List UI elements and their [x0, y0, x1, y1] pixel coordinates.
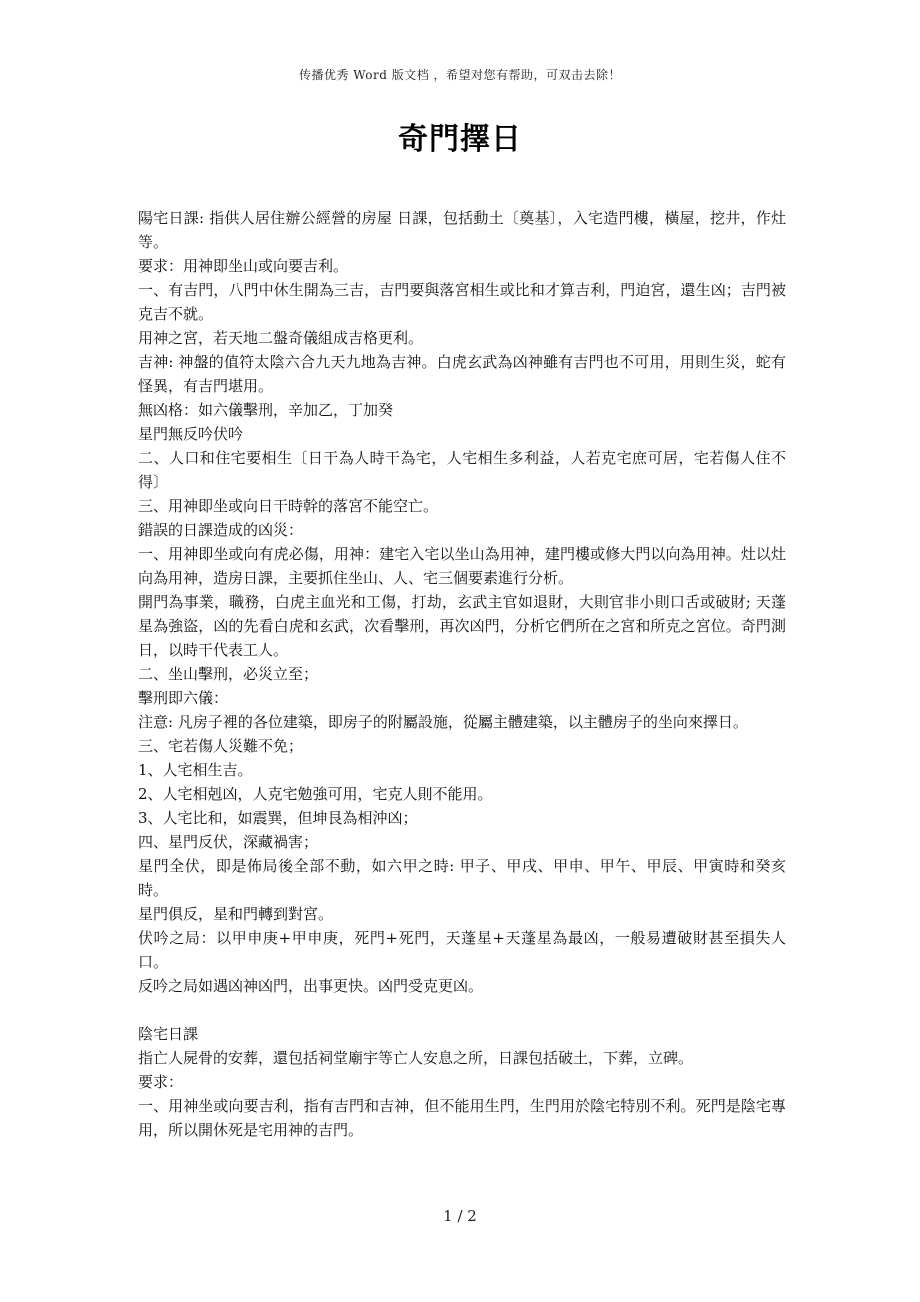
document-body [138, 206, 786, 1142]
paragraph: 吉神: 神盤的值符太陰六合九天九地為吉神。白虎玄武為凶神雖有吉門也不可用，用則生災，蛇有怪異，有吉門堪用。 [138, 353, 786, 395]
paragraph: 開門為事業，職務，白虎主血光和工傷，打劫，玄武主官如退財，大則官非小則口舌或破財; 天蓬星為強盜，凶的先看白虎和玄武，次看擊刑，再次凶門，分析它們所在之宮和所克之宮位。奇門測日，以時干代表工人。 [138, 593, 786, 659]
paragraph: 1、人宅相生吉。 [138, 761, 253, 779]
paragraph: 指亡人屍骨的安葬，還包括祠堂廟宇等亡人安息之所，日課包括破土，下葬，立碑。 [138, 1049, 694, 1067]
paragraph: 3、人宅比和，如震巽，但坤艮為相沖凶； [138, 809, 418, 827]
paragraph: 注意: 凡房子裡的各位建築，即房子的附屬設施，從屬主體建築，以主體房子的坐向來擇日。 [138, 713, 748, 731]
header-note: 传播优秀 Word 版文档 ，希望对您有帮助，可双击去除！ [298, 68, 622, 82]
paragraph: 反吟之局如遇凶神凶門，出事更快。凶門受克更凶。 [138, 977, 484, 995]
paragraph: 一、有吉門，八門中休生開為三吉，吉門要與落宮相生或比和才算吉利，門迫宮，還生凶；吉門被克吉不就。 [138, 281, 786, 323]
section-heading: 陰宅日課 [138, 1025, 199, 1043]
page-title: 奇門擇日 [398, 122, 522, 157]
paragraph: 三、用神即坐或向日干時幹的落宮不能空亡。 [138, 497, 439, 515]
paragraph: 要求： [138, 1073, 184, 1091]
paragraph: 陽宅日課: 指供人居住辦公經營的房屋 日課，包括動土〔奠基〕，入宅造門樓，橫屋，挖井，作灶等。 [138, 209, 786, 251]
paragraph: 要求：用神即坐山或向要吉利。 [138, 257, 349, 275]
paragraph: 二、人口和住宅要相生〔日干為人時干為宅，人宅相生多利益，人若克宅庶可居，宅若傷人住不得〕 [138, 449, 786, 491]
paragraph: 四、星門反伏，深藏禍害； [138, 833, 319, 851]
paragraph: 用神之宮，若天地二盤奇儀組成吉格更利。 [138, 329, 424, 347]
paragraph: 擊刑即六儀： [138, 689, 229, 707]
paragraph: 2、人宅相剋凶，人克宅勉強可用，宅克人則不能用。 [138, 785, 493, 803]
paragraph: 無凶格：如六儀擊刑，辛加乙，丁加癸 [138, 401, 394, 419]
paragraph: 二、坐山擊刑，必災立至； [138, 665, 319, 683]
paragraph: 錯誤的日課造成的凶災： [138, 521, 304, 539]
page-number: 1 / 2 [443, 1207, 477, 1225]
paragraph: 一、用神坐或向要吉利，指有吉門和吉神，但不能用生門，生門用於陰宅特別不利。死門是陰宅專用，所以開休死是宅用神的吉門。 [138, 1097, 786, 1139]
paragraph: 星門俱反，星和門轉到對宮。 [138, 905, 334, 923]
paragraph: 一、用神即坐或向有虎必傷，用神：建宅入宅以坐山為用神，建門樓或修大門以向為用神。灶以灶向為用神，造房日課，主要抓住坐山、人、宅三個要素進行分析。 [138, 545, 786, 587]
paragraph: 星門無反吟伏吟 [138, 425, 244, 443]
paragraph: 三、宅若傷人災難不免； [138, 737, 304, 755]
paragraph: 星門全伏，即是佈局後全部不動，如六甲之時: 甲子、甲戌、甲申、甲午、甲辰、甲寅時和癸亥時。 [138, 857, 786, 899]
paragraph: 伏吟之局：以甲申庚+甲申庚，死門+死門，天蓬星+天蓬星為最凶，一般易遭破財甚至損失人口。 [138, 929, 786, 971]
